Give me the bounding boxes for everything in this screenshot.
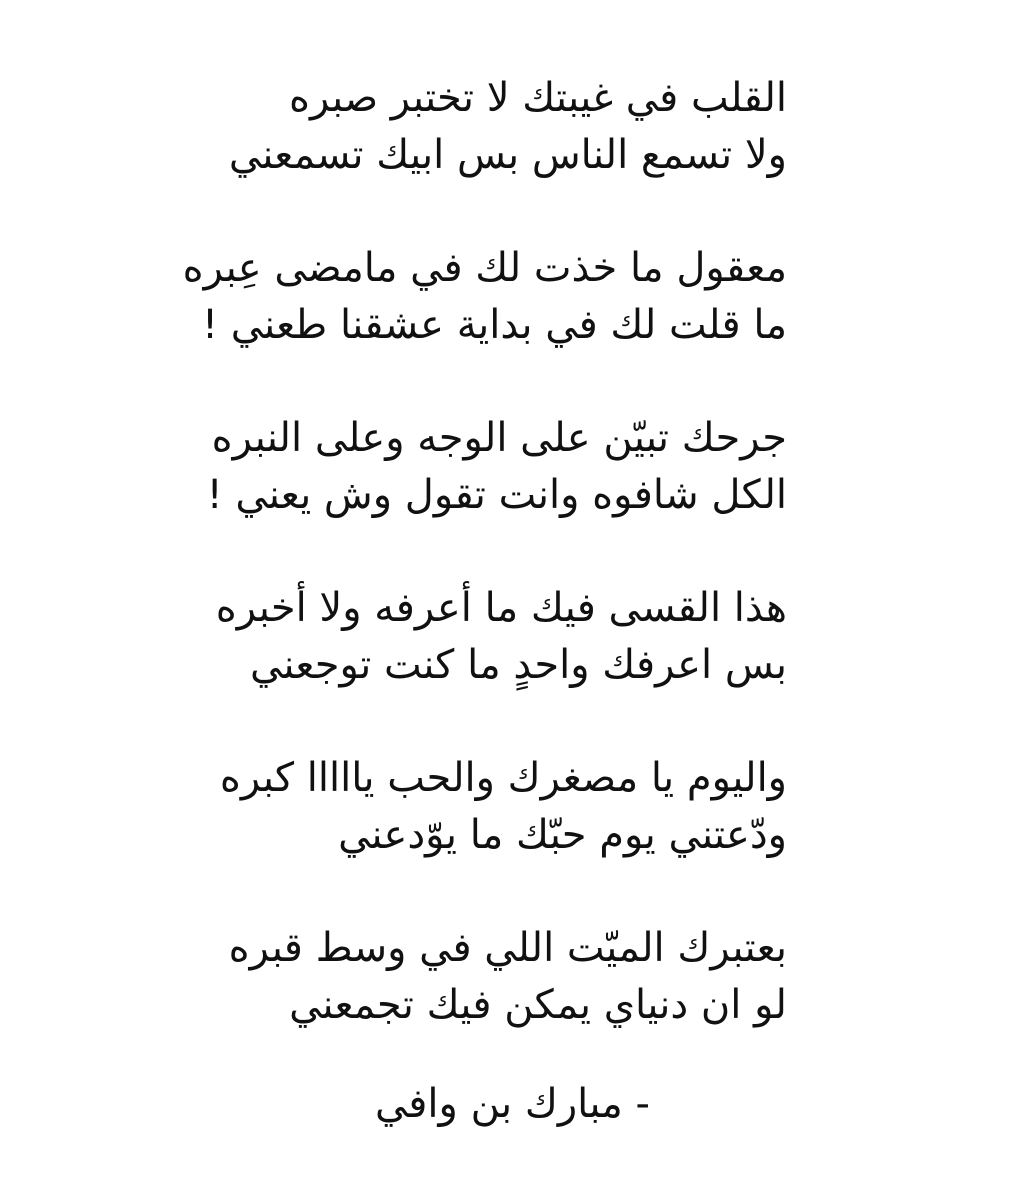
poet-signature: - مبارك بن وافي (374, 1081, 650, 1127)
poem-line: لو ان دنياي يمكن فيك تجمعني (289, 982, 787, 1028)
poem-line: بس اعرفك واحدٍ ما كنت توجعني (250, 642, 787, 688)
stanza-2 (0, 240, 1032, 354)
poem-line: جرحك تبيّن على الوجه وعلى النبره (211, 415, 787, 461)
poem-line: ما قلت لك في بداية عشقنا طعني ! (201, 302, 787, 348)
poem (0, 70, 1032, 1090)
poem-line: ودّعتني يوم حبّك ما يوّدعني (338, 812, 787, 858)
poem-line: ولا تسمع الناس بس ابيك تسمعني (228, 132, 787, 178)
poem-line: معقول ما خذت لك في مامضى عِبره (182, 245, 787, 291)
poem-line: الكل شافوه وانت تقول وش يعني ! (206, 472, 787, 518)
poem-line: هذا القسى فيك ما أعرفه ولا أخبره (215, 585, 787, 631)
poem-line: بعتبرك الميّت اللي في وسط قبره (228, 925, 787, 971)
stanza-5 (0, 750, 1032, 864)
stanza-1 (0, 70, 1032, 184)
stanza-3 (0, 410, 1032, 524)
poem-line: القلب في غيبتك لا تختبر صبره (289, 75, 787, 121)
stanza-4 (0, 580, 1032, 694)
stanza-6 (0, 920, 1032, 1034)
poem-line: واليوم يا مصغرك والحب يااااا كبره (219, 755, 787, 801)
